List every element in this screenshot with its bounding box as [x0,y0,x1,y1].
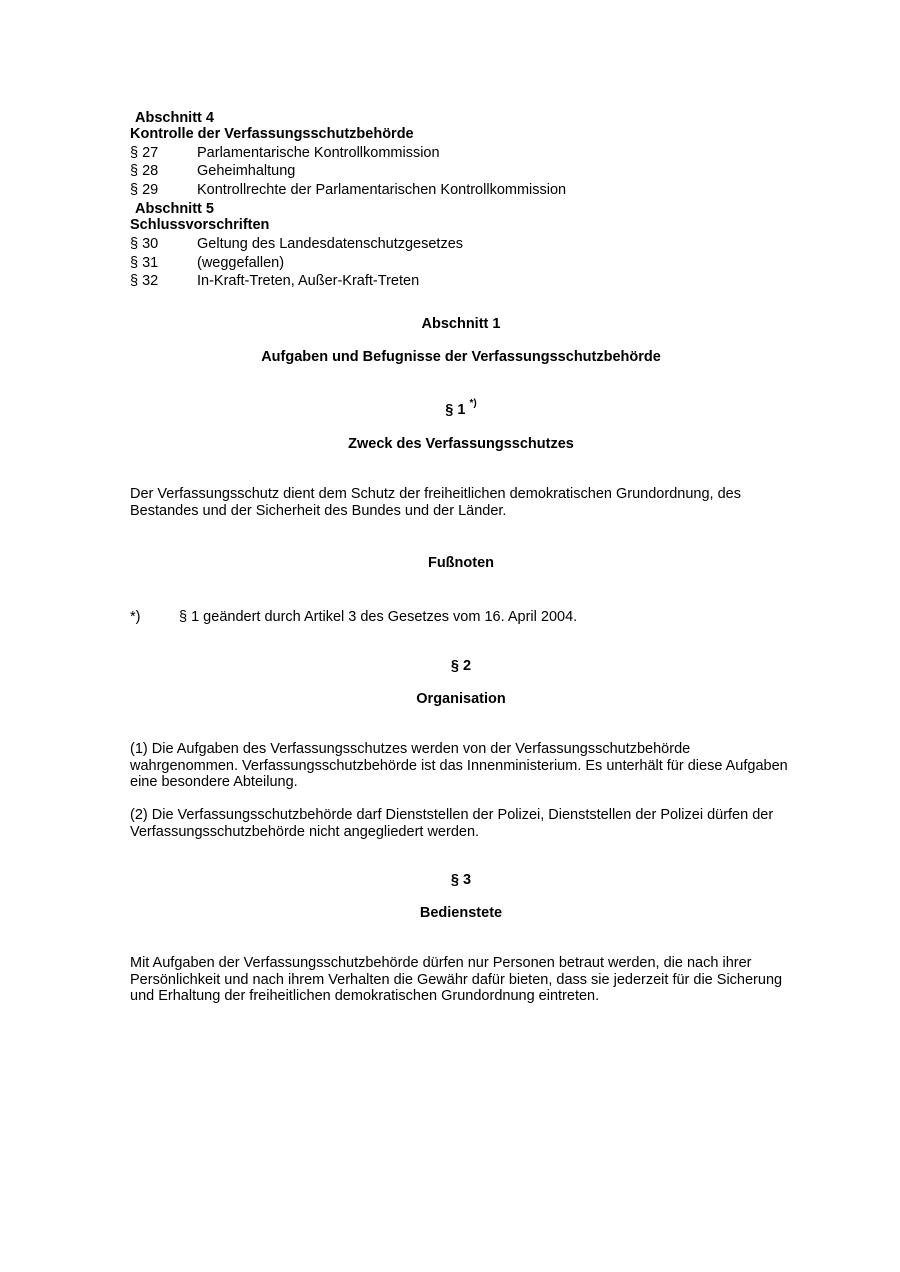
toc-entry-title: Kontrollrechte der Parlamentarischen Kontrollkommission [197,182,567,198]
paragraph-title: Zweck des Verfassungsschutzes [348,436,574,452]
toc-entry-title: (weggefallen) [197,255,285,271]
footnote-text: § 1 geändert durch Artikel 3 des Gesetzes vom 16. April 2004. [179,609,578,625]
toc-section4-title: Kontrolle der Verfassungsschutzbehörde [130,126,414,142]
footnote-mark: *) [130,609,141,625]
paragraph-title: Organisation [416,691,506,707]
paragraph-text: (2) Die Verfassungsschutzbehörde darf Dienststellen der Polizei, Dienststellen der Polizei dürfen der Verfassungsschutzbehörde nicht angegliedert werden. [130,807,774,840]
paragraph-number: § 1 [445,402,466,418]
paragraph-heading: § 2 [450,658,472,674]
toc-entry-title: Geheimhaltung [197,163,296,179]
section-title: Aufgaben und Befugnisse der Verfassungsschutzbehörde [261,349,661,365]
toc-entry-number: § 28 [130,163,159,179]
toc-entry-number: § 32 [130,273,159,289]
toc-section4-label: Abschnitt 4 [135,110,214,126]
toc-entry-number: § 31 [130,255,159,271]
toc-entry-title: Parlamentarische Kontrollkommission [197,145,440,161]
toc-entry-number: § 29 [130,182,159,198]
paragraph-heading [130,398,792,419]
paragraph-text: Der Verfassungsschutz dient dem Schutz der freiheitlichen demokratischen Grundordnung, des Bestandes und der Sicherheit des Bundes und der Länder. [130,486,741,519]
toc-entry-number: § 27 [130,145,159,161]
paragraph-text: (1) Die Aufgaben des Verfassungsschutzes werden von der Verfassungsschutzbehörde wahrgenommen. Verfassungsschutzbehörde ist das Innenministerium. Es unterhält für diese Aufgaben eine besondere Abteilung. [130,741,788,790]
toc-section5-title: Schlussvorschriften [130,217,270,233]
footnote-marker: *) [469,398,477,410]
toc-entry-number: § 30 [130,236,159,252]
paragraph-text: Mit Aufgaben der Verfassungsschutzbehörde dürfen nur Personen betraut werden, die nach ihrer Persönlichkeit und nach ihrem Verhalten die Gewähr dafür bieten, dass sie jederzeit für die Sicherung und Erhaltung der freiheitlichen demokratischen Grundordnung eintreten. [130,955,783,1004]
paragraph-title: Bedienstete [419,905,503,921]
section-label: Abschnitt 1 [421,316,501,332]
toc-entry-title: In-Kraft-Treten, Außer-Kraft-Treten [197,273,420,289]
paragraph-heading: § 3 [450,872,472,888]
toc-section5-label: Abschnitt 5 [135,201,214,217]
toc-entry-title: Geltung des Landesdatenschutzgesetzes [197,236,464,252]
footnotes-heading: Fußnoten [427,555,495,571]
